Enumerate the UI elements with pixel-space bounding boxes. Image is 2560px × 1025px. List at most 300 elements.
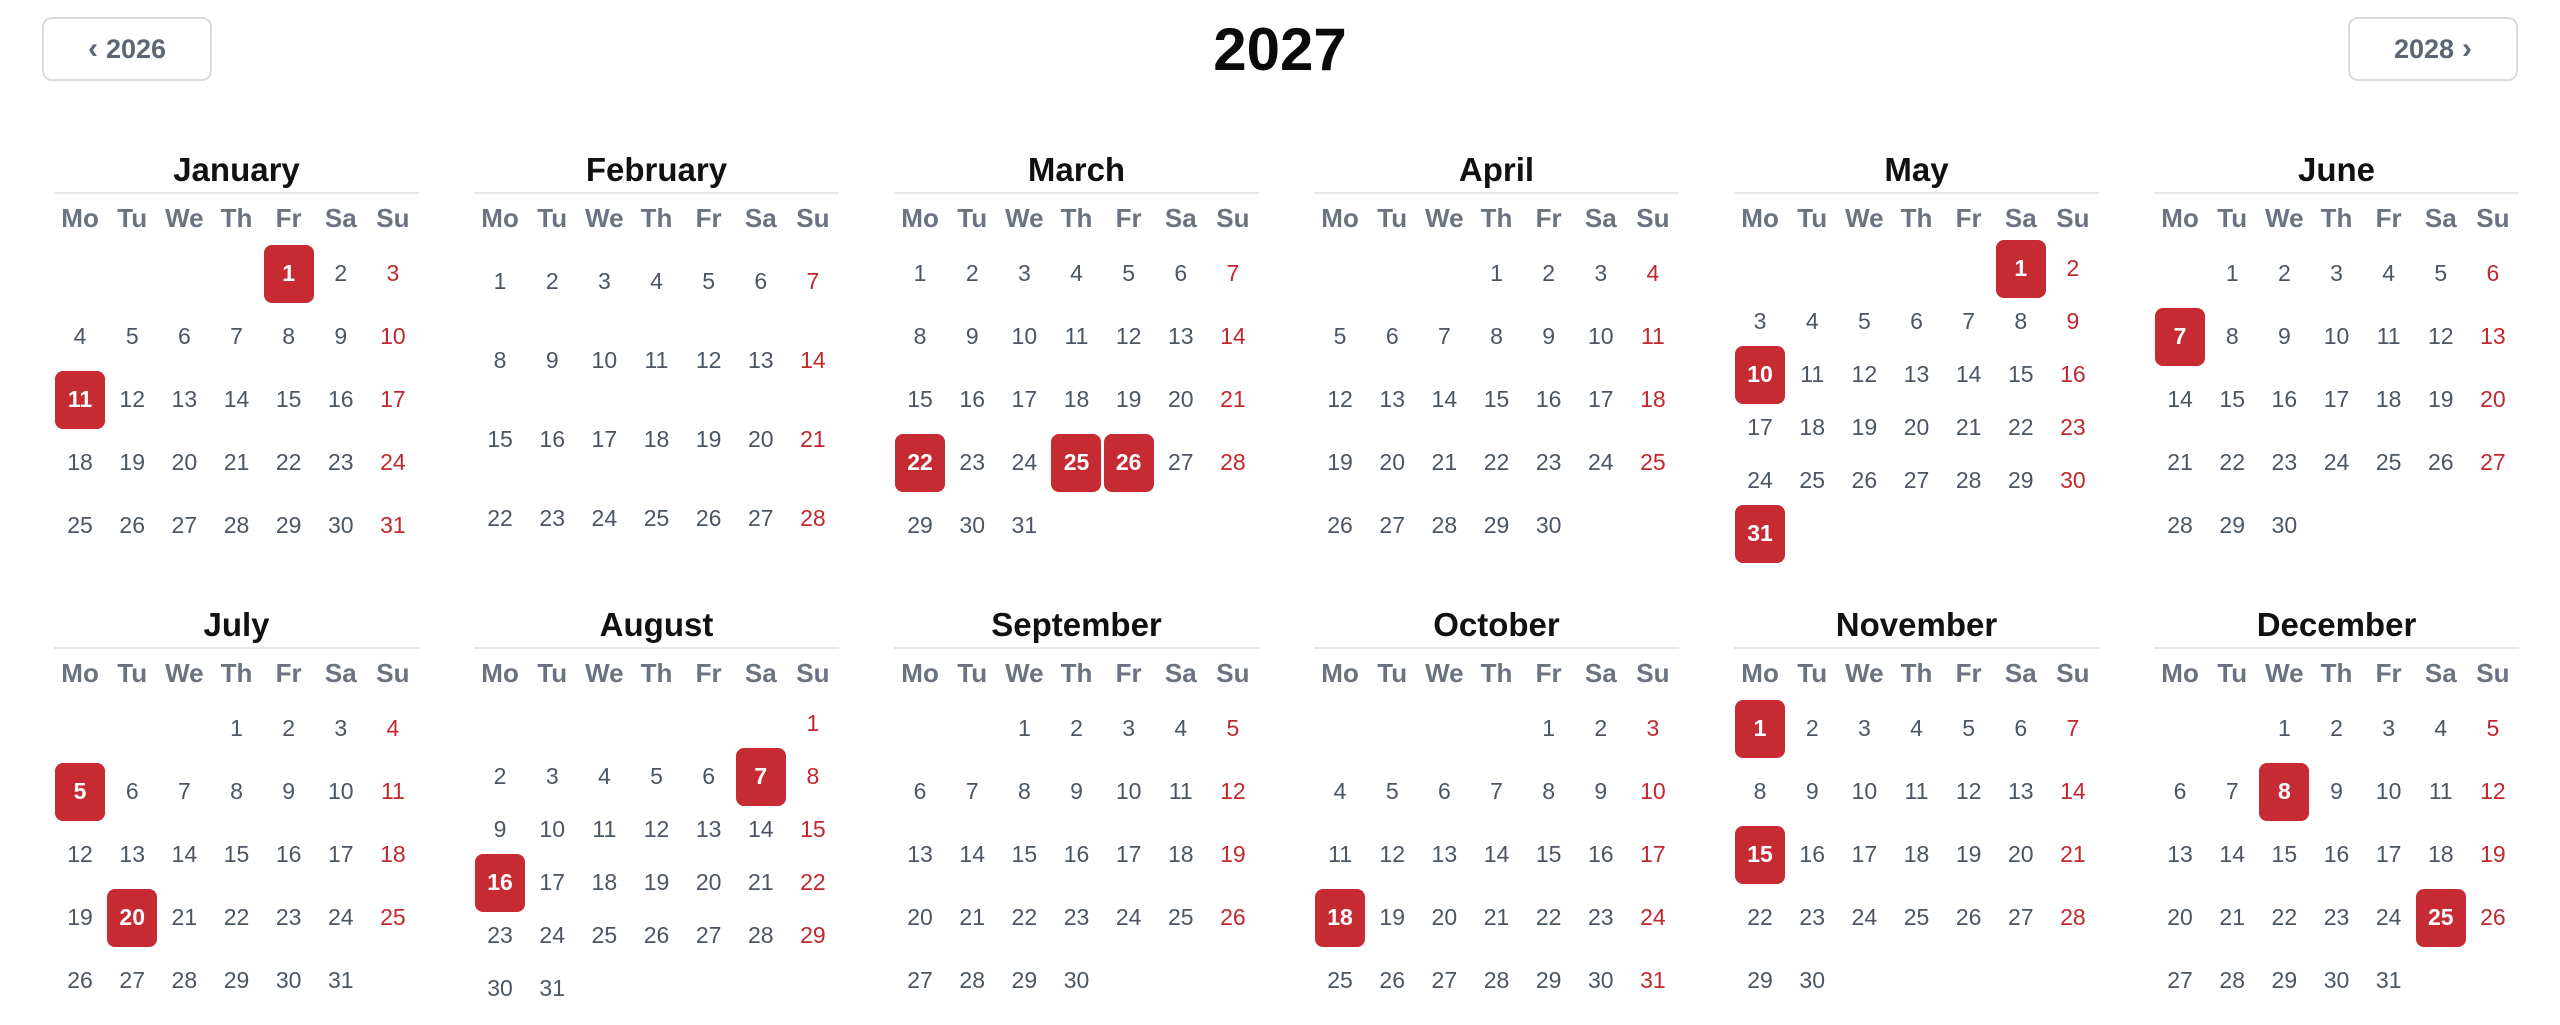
day-cell[interactable] (2258, 823, 2310, 886)
day-cell[interactable] (1207, 823, 1259, 886)
holiday-day-cell[interactable] (735, 750, 787, 803)
day-cell[interactable] (946, 760, 998, 823)
day-cell[interactable] (1470, 431, 1522, 494)
day-cell[interactable] (630, 856, 682, 909)
day-cell[interactable] (315, 431, 367, 494)
day-cell[interactable] (1995, 760, 2047, 823)
day-cell[interactable] (735, 242, 787, 321)
day-cell[interactable] (1050, 949, 1102, 1012)
day-cell[interactable] (1470, 368, 1522, 431)
day-cell[interactable] (2206, 242, 2258, 305)
day-cell[interactable] (894, 368, 946, 431)
day-cell[interactable] (1627, 368, 1679, 431)
day-cell[interactable] (578, 909, 630, 962)
day-cell[interactable] (1103, 305, 1155, 368)
day-cell[interactable] (2310, 760, 2362, 823)
day-cell[interactable] (210, 494, 262, 557)
holiday-day-cell[interactable] (263, 242, 315, 305)
day-cell[interactable] (1838, 401, 1890, 454)
day-cell[interactable] (998, 697, 1050, 760)
day-cell[interactable] (2310, 431, 2362, 494)
day-cell[interactable] (1627, 242, 1679, 305)
day-cell[interactable] (2415, 305, 2467, 368)
day-cell[interactable] (1470, 242, 1522, 305)
day-cell[interactable] (735, 479, 787, 558)
day-cell[interactable] (630, 803, 682, 856)
day-cell[interactable] (263, 697, 315, 760)
day-cell[interactable] (1995, 348, 2047, 401)
day-cell[interactable] (1734, 454, 1786, 507)
day-cell[interactable] (315, 949, 367, 1012)
day-cell[interactable] (1155, 697, 1207, 760)
day-cell[interactable] (210, 760, 262, 823)
day-cell[interactable] (894, 305, 946, 368)
day-cell[interactable] (1627, 760, 1679, 823)
day-cell[interactable] (894, 823, 946, 886)
day-cell[interactable] (367, 823, 419, 886)
day-cell[interactable] (2363, 886, 2415, 949)
day-cell[interactable] (1943, 760, 1995, 823)
day-cell[interactable] (998, 431, 1050, 494)
day-cell[interactable] (210, 431, 262, 494)
day-cell[interactable] (526, 962, 578, 1015)
day-cell[interactable] (315, 823, 367, 886)
day-cell[interactable] (1523, 760, 1575, 823)
day-cell[interactable] (2310, 949, 2362, 1012)
day-cell[interactable] (1890, 886, 1942, 949)
day-cell[interactable] (54, 823, 106, 886)
day-cell[interactable] (894, 886, 946, 949)
day-cell[interactable] (1418, 760, 1470, 823)
day-cell[interactable] (2467, 305, 2519, 368)
day-cell[interactable] (1523, 949, 1575, 1012)
day-cell[interactable] (1314, 823, 1366, 886)
day-cell[interactable] (263, 949, 315, 1012)
day-cell[interactable] (367, 886, 419, 949)
day-cell[interactable] (2415, 431, 2467, 494)
day-cell[interactable] (2467, 431, 2519, 494)
day-cell[interactable] (263, 886, 315, 949)
day-cell[interactable] (894, 949, 946, 1012)
day-cell[interactable] (1786, 348, 1838, 401)
day-cell[interactable] (683, 909, 735, 962)
day-cell[interactable] (1943, 401, 1995, 454)
day-cell[interactable] (578, 242, 630, 321)
day-cell[interactable] (578, 479, 630, 558)
day-cell[interactable] (683, 400, 735, 479)
day-cell[interactable] (1050, 760, 1102, 823)
day-cell[interactable] (315, 494, 367, 557)
day-cell[interactable] (2310, 823, 2362, 886)
day-cell[interactable] (578, 400, 630, 479)
day-cell[interactable] (2047, 295, 2099, 348)
day-cell[interactable] (1314, 431, 1366, 494)
day-cell[interactable] (1207, 431, 1259, 494)
day-cell[interactable] (1575, 760, 1627, 823)
day-cell[interactable] (998, 823, 1050, 886)
day-cell[interactable] (578, 321, 630, 400)
day-cell[interactable] (1207, 368, 1259, 431)
day-cell[interactable] (158, 305, 210, 368)
day-cell[interactable] (683, 479, 735, 558)
day-cell[interactable] (2467, 368, 2519, 431)
day-cell[interactable] (1050, 368, 1102, 431)
day-cell[interactable] (2363, 242, 2415, 305)
day-cell[interactable] (1155, 760, 1207, 823)
day-cell[interactable] (1890, 348, 1942, 401)
day-cell[interactable] (787, 400, 839, 479)
day-cell[interactable] (158, 368, 210, 431)
holiday-day-cell[interactable] (894, 431, 946, 494)
day-cell[interactable] (1734, 295, 1786, 348)
day-cell[interactable] (367, 760, 419, 823)
day-cell[interactable] (1155, 823, 1207, 886)
day-cell[interactable] (2047, 823, 2099, 886)
day-cell[interactable] (2047, 401, 2099, 454)
day-cell[interactable] (1050, 697, 1102, 760)
holiday-day-cell[interactable] (1103, 431, 1155, 494)
day-cell[interactable] (367, 242, 419, 305)
day-cell[interactable] (158, 431, 210, 494)
day-cell[interactable] (1575, 368, 1627, 431)
day-cell[interactable] (1995, 295, 2047, 348)
day-cell[interactable] (2047, 886, 2099, 949)
holiday-day-cell[interactable] (1050, 431, 1102, 494)
day-cell[interactable] (2310, 886, 2362, 949)
day-cell[interactable] (1786, 401, 1838, 454)
day-cell[interactable] (315, 760, 367, 823)
day-cell[interactable] (946, 886, 998, 949)
day-cell[interactable] (787, 697, 839, 750)
day-cell[interactable] (1786, 760, 1838, 823)
day-cell[interactable] (1627, 949, 1679, 1012)
day-cell[interactable] (1890, 760, 1942, 823)
day-cell[interactable] (787, 750, 839, 803)
day-cell[interactable] (1470, 494, 1522, 557)
day-cell[interactable] (158, 760, 210, 823)
holiday-day-cell[interactable] (1734, 348, 1786, 401)
day-cell[interactable] (1627, 823, 1679, 886)
day-cell[interactable] (683, 321, 735, 400)
day-cell[interactable] (1523, 886, 1575, 949)
day-cell[interactable] (787, 479, 839, 558)
day-cell[interactable] (1418, 494, 1470, 557)
day-cell[interactable] (1943, 295, 1995, 348)
day-cell[interactable] (1786, 949, 1838, 1012)
day-cell[interactable] (630, 750, 682, 803)
day-cell[interactable] (526, 321, 578, 400)
day-cell[interactable] (1207, 760, 1259, 823)
day-cell[interactable] (1890, 401, 1942, 454)
day-cell[interactable] (526, 479, 578, 558)
day-cell[interactable] (1838, 454, 1890, 507)
day-cell[interactable] (106, 949, 158, 1012)
day-cell[interactable] (54, 431, 106, 494)
day-cell[interactable] (1786, 886, 1838, 949)
day-cell[interactable] (946, 431, 998, 494)
day-cell[interactable] (1890, 295, 1942, 348)
day-cell[interactable] (2047, 348, 2099, 401)
day-cell[interactable] (998, 760, 1050, 823)
day-cell[interactable] (526, 750, 578, 803)
day-cell[interactable] (630, 242, 682, 321)
holiday-day-cell[interactable] (2415, 886, 2467, 949)
day-cell[interactable] (367, 368, 419, 431)
day-cell[interactable] (474, 803, 526, 856)
day-cell[interactable] (1627, 886, 1679, 949)
day-cell[interactable] (1575, 431, 1627, 494)
day-cell[interactable] (2363, 823, 2415, 886)
day-cell[interactable] (1838, 295, 1890, 348)
day-cell[interactable] (1627, 305, 1679, 368)
day-cell[interactable] (1943, 454, 1995, 507)
day-cell[interactable] (526, 242, 578, 321)
day-cell[interactable] (1575, 886, 1627, 949)
day-cell[interactable] (1523, 697, 1575, 760)
day-cell[interactable] (1470, 305, 1522, 368)
day-cell[interactable] (210, 305, 262, 368)
day-cell[interactable] (735, 909, 787, 962)
day-cell[interactable] (894, 494, 946, 557)
day-cell[interactable] (2258, 242, 2310, 305)
day-cell[interactable] (946, 823, 998, 886)
day-cell[interactable] (1155, 886, 1207, 949)
day-cell[interactable] (787, 856, 839, 909)
day-cell[interactable] (474, 242, 526, 321)
day-cell[interactable] (1890, 823, 1942, 886)
day-cell[interactable] (1366, 949, 1418, 1012)
day-cell[interactable] (1523, 431, 1575, 494)
day-cell[interactable] (1943, 886, 1995, 949)
day-cell[interactable] (683, 242, 735, 321)
day-cell[interactable] (2258, 431, 2310, 494)
day-cell[interactable] (158, 494, 210, 557)
day-cell[interactable] (998, 949, 1050, 1012)
day-cell[interactable] (1207, 886, 1259, 949)
day-cell[interactable] (2363, 697, 2415, 760)
day-cell[interactable] (998, 242, 1050, 305)
day-cell[interactable] (787, 242, 839, 321)
holiday-day-cell[interactable] (2258, 760, 2310, 823)
day-cell[interactable] (1734, 401, 1786, 454)
day-cell[interactable] (526, 909, 578, 962)
day-cell[interactable] (1366, 886, 1418, 949)
day-cell[interactable] (106, 368, 158, 431)
day-cell[interactable] (1155, 242, 1207, 305)
day-cell[interactable] (2206, 823, 2258, 886)
day-cell[interactable] (2154, 949, 2206, 1012)
holiday-day-cell[interactable] (54, 368, 106, 431)
day-cell[interactable] (2206, 368, 2258, 431)
day-cell[interactable] (1366, 494, 1418, 557)
holiday-day-cell[interactable] (1734, 823, 1786, 886)
day-cell[interactable] (2363, 305, 2415, 368)
day-cell[interactable] (1366, 823, 1418, 886)
day-cell[interactable] (998, 368, 1050, 431)
day-cell[interactable] (1366, 368, 1418, 431)
day-cell[interactable] (2206, 949, 2258, 1012)
day-cell[interactable] (210, 886, 262, 949)
day-cell[interactable] (1103, 760, 1155, 823)
day-cell[interactable] (1575, 823, 1627, 886)
holiday-day-cell[interactable] (2154, 305, 2206, 368)
day-cell[interactable] (54, 949, 106, 1012)
day-cell[interactable] (2154, 431, 2206, 494)
day-cell[interactable] (2154, 760, 2206, 823)
day-cell[interactable] (1155, 368, 1207, 431)
day-cell[interactable] (106, 823, 158, 886)
day-cell[interactable] (1943, 697, 1995, 760)
day-cell[interactable] (2467, 886, 2519, 949)
day-cell[interactable] (1103, 697, 1155, 760)
day-cell[interactable] (1995, 697, 2047, 760)
day-cell[interactable] (2310, 242, 2362, 305)
day-cell[interactable] (474, 750, 526, 803)
day-cell[interactable] (2363, 949, 2415, 1012)
day-cell[interactable] (787, 803, 839, 856)
day-cell[interactable] (1470, 949, 1522, 1012)
day-cell[interactable] (683, 750, 735, 803)
day-cell[interactable] (2047, 760, 2099, 823)
day-cell[interactable] (1838, 760, 1890, 823)
day-cell[interactable] (1575, 242, 1627, 305)
day-cell[interactable] (1523, 368, 1575, 431)
day-cell[interactable] (2310, 368, 2362, 431)
day-cell[interactable] (263, 494, 315, 557)
day-cell[interactable] (1103, 823, 1155, 886)
day-cell[interactable] (735, 803, 787, 856)
day-cell[interactable] (263, 368, 315, 431)
day-cell[interactable] (2415, 242, 2467, 305)
day-cell[interactable] (1418, 305, 1470, 368)
day-cell[interactable] (1050, 823, 1102, 886)
day-cell[interactable] (1838, 886, 1890, 949)
holiday-day-cell[interactable] (1995, 242, 2047, 295)
day-cell[interactable] (2206, 305, 2258, 368)
day-cell[interactable] (1890, 454, 1942, 507)
day-cell[interactable] (2206, 760, 2258, 823)
day-cell[interactable] (630, 321, 682, 400)
day-cell[interactable] (578, 750, 630, 803)
holiday-day-cell[interactable] (1734, 697, 1786, 760)
day-cell[interactable] (1786, 454, 1838, 507)
day-cell[interactable] (2467, 823, 2519, 886)
day-cell[interactable] (474, 321, 526, 400)
holiday-day-cell[interactable] (106, 886, 158, 949)
day-cell[interactable] (1734, 949, 1786, 1012)
day-cell[interactable] (2258, 697, 2310, 760)
day-cell[interactable] (1523, 494, 1575, 557)
holiday-day-cell[interactable] (474, 856, 526, 909)
day-cell[interactable] (106, 431, 158, 494)
day-cell[interactable] (735, 400, 787, 479)
day-cell[interactable] (1995, 454, 2047, 507)
day-cell[interactable] (1050, 305, 1102, 368)
day-cell[interactable] (1050, 886, 1102, 949)
day-cell[interactable] (315, 697, 367, 760)
day-cell[interactable] (106, 305, 158, 368)
day-cell[interactable] (1207, 697, 1259, 760)
day-cell[interactable] (735, 321, 787, 400)
day-cell[interactable] (1890, 697, 1942, 760)
day-cell[interactable] (1995, 823, 2047, 886)
day-cell[interactable] (526, 803, 578, 856)
day-cell[interactable] (1314, 305, 1366, 368)
day-cell[interactable] (2206, 494, 2258, 557)
day-cell[interactable] (474, 479, 526, 558)
day-cell[interactable] (2206, 431, 2258, 494)
day-cell[interactable] (946, 949, 998, 1012)
day-cell[interactable] (946, 368, 998, 431)
day-cell[interactable] (2258, 886, 2310, 949)
day-cell[interactable] (2154, 368, 2206, 431)
day-cell[interactable] (263, 823, 315, 886)
day-cell[interactable] (54, 886, 106, 949)
day-cell[interactable] (1838, 697, 1890, 760)
day-cell[interactable] (210, 368, 262, 431)
day-cell[interactable] (106, 494, 158, 557)
day-cell[interactable] (2363, 431, 2415, 494)
day-cell[interactable] (1627, 697, 1679, 760)
day-cell[interactable] (474, 962, 526, 1015)
day-cell[interactable] (1786, 823, 1838, 886)
day-cell[interactable] (1366, 431, 1418, 494)
day-cell[interactable] (2310, 305, 2362, 368)
day-cell[interactable] (578, 803, 630, 856)
day-cell[interactable] (1995, 886, 2047, 949)
day-cell[interactable] (2415, 368, 2467, 431)
day-cell[interactable] (1366, 760, 1418, 823)
day-cell[interactable] (735, 856, 787, 909)
day-cell[interactable] (2415, 823, 2467, 886)
day-cell[interactable] (158, 949, 210, 1012)
day-cell[interactable] (263, 431, 315, 494)
day-cell[interactable] (1943, 348, 1995, 401)
day-cell[interactable] (367, 697, 419, 760)
day-cell[interactable] (1418, 886, 1470, 949)
day-cell[interactable] (2154, 494, 2206, 557)
day-cell[interactable] (263, 760, 315, 823)
day-cell[interactable] (1103, 886, 1155, 949)
day-cell[interactable] (474, 909, 526, 962)
holiday-day-cell[interactable] (54, 760, 106, 823)
day-cell[interactable] (2258, 949, 2310, 1012)
day-cell[interactable] (683, 856, 735, 909)
day-cell[interactable] (315, 242, 367, 305)
day-cell[interactable] (894, 760, 946, 823)
day-cell[interactable] (1838, 823, 1890, 886)
day-cell[interactable] (1314, 494, 1366, 557)
day-cell[interactable] (2206, 886, 2258, 949)
day-cell[interactable] (367, 494, 419, 557)
day-cell[interactable] (1734, 886, 1786, 949)
day-cell[interactable] (526, 856, 578, 909)
day-cell[interactable] (106, 760, 158, 823)
day-cell[interactable] (998, 494, 1050, 557)
day-cell[interactable] (210, 823, 262, 886)
day-cell[interactable] (315, 305, 367, 368)
day-cell[interactable] (2258, 494, 2310, 557)
day-cell[interactable] (1314, 949, 1366, 1012)
day-cell[interactable] (1314, 760, 1366, 823)
day-cell[interactable] (367, 305, 419, 368)
day-cell[interactable] (210, 697, 262, 760)
day-cell[interactable] (1523, 305, 1575, 368)
day-cell[interactable] (2310, 697, 2362, 760)
day-cell[interactable] (526, 400, 578, 479)
day-cell[interactable] (1418, 823, 1470, 886)
day-cell[interactable] (2363, 368, 2415, 431)
